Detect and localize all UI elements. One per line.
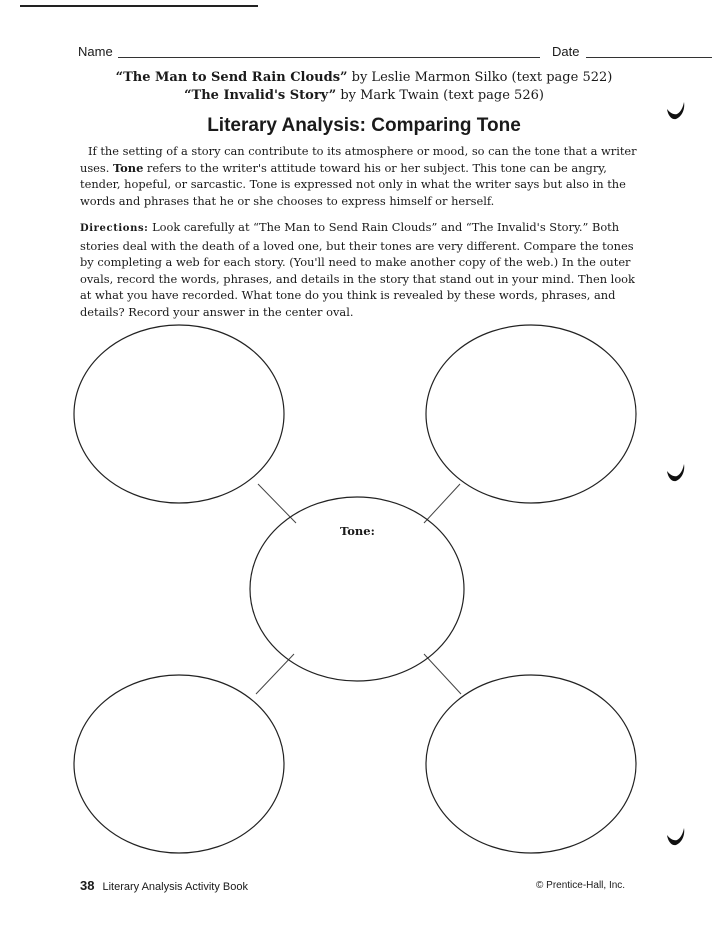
checkmark-icon	[664, 462, 688, 484]
source-title-2: “The Invalid's Story”	[184, 88, 337, 103]
intro-text-2: refers to the writer's attitude toward his or her subject. This tone can be angry, tender, hopeful, or sarcastic. Tone is expressed not only in what the writer says but also in the words and phrases that he or she chooses to express himself or herself.	[80, 160, 626, 208]
outer-oval-top-right[interactable]	[426, 325, 636, 503]
source-title-1: “The Man to Send Rain Clouds”	[115, 70, 348, 85]
connector-bottom-right	[424, 654, 461, 694]
source-detail-1: by Leslie Marmon Silko (text page 522)	[347, 70, 613, 85]
intro-text-1: If the setting of a story can contribute to its atmosphere or mood, so can the tone that a writer uses.	[80, 144, 637, 175]
source-detail-2: by Mark Twain (text page 526)	[336, 88, 544, 103]
page-title: Literary Analysis: Comparing Tone	[207, 115, 521, 136]
outer-oval-bottom-left[interactable]	[74, 675, 284, 853]
copyright: © Prentice-Hall, Inc.	[536, 880, 626, 891]
checkmark-icon	[664, 100, 688, 122]
tone-label: Tone:	[340, 524, 375, 538]
page-number: 38	[80, 878, 95, 893]
checkmark-icon	[664, 826, 688, 848]
connector-top-right	[424, 484, 460, 523]
outer-oval-top-left[interactable]	[74, 325, 284, 503]
name-label: Name	[78, 44, 113, 59]
book-title: Literary Analysis Activity Book	[102, 881, 248, 893]
outer-oval-bottom-right[interactable]	[426, 675, 636, 853]
directions-text: Look carefully at “The Man to Send Rain Clouds” and “The Invalid's Story.” Both stories deal with the death of a loved one, but their tones are very different. Compare the tones by completing a web for each story. (You'll need to make another copy of the web.) In the outer ovals, record the words, phrases, and details in the story that stand out in your mind. Then look at what you have recorded. What tone do you think is revealed by these words, phrases, and details? Record your answer in the center oval.	[80, 220, 635, 319]
intro-keyword: Tone	[113, 160, 144, 175]
directions-label: Directions:	[80, 223, 149, 234]
footer-left	[80, 878, 248, 893]
date-label: Date	[552, 44, 580, 59]
